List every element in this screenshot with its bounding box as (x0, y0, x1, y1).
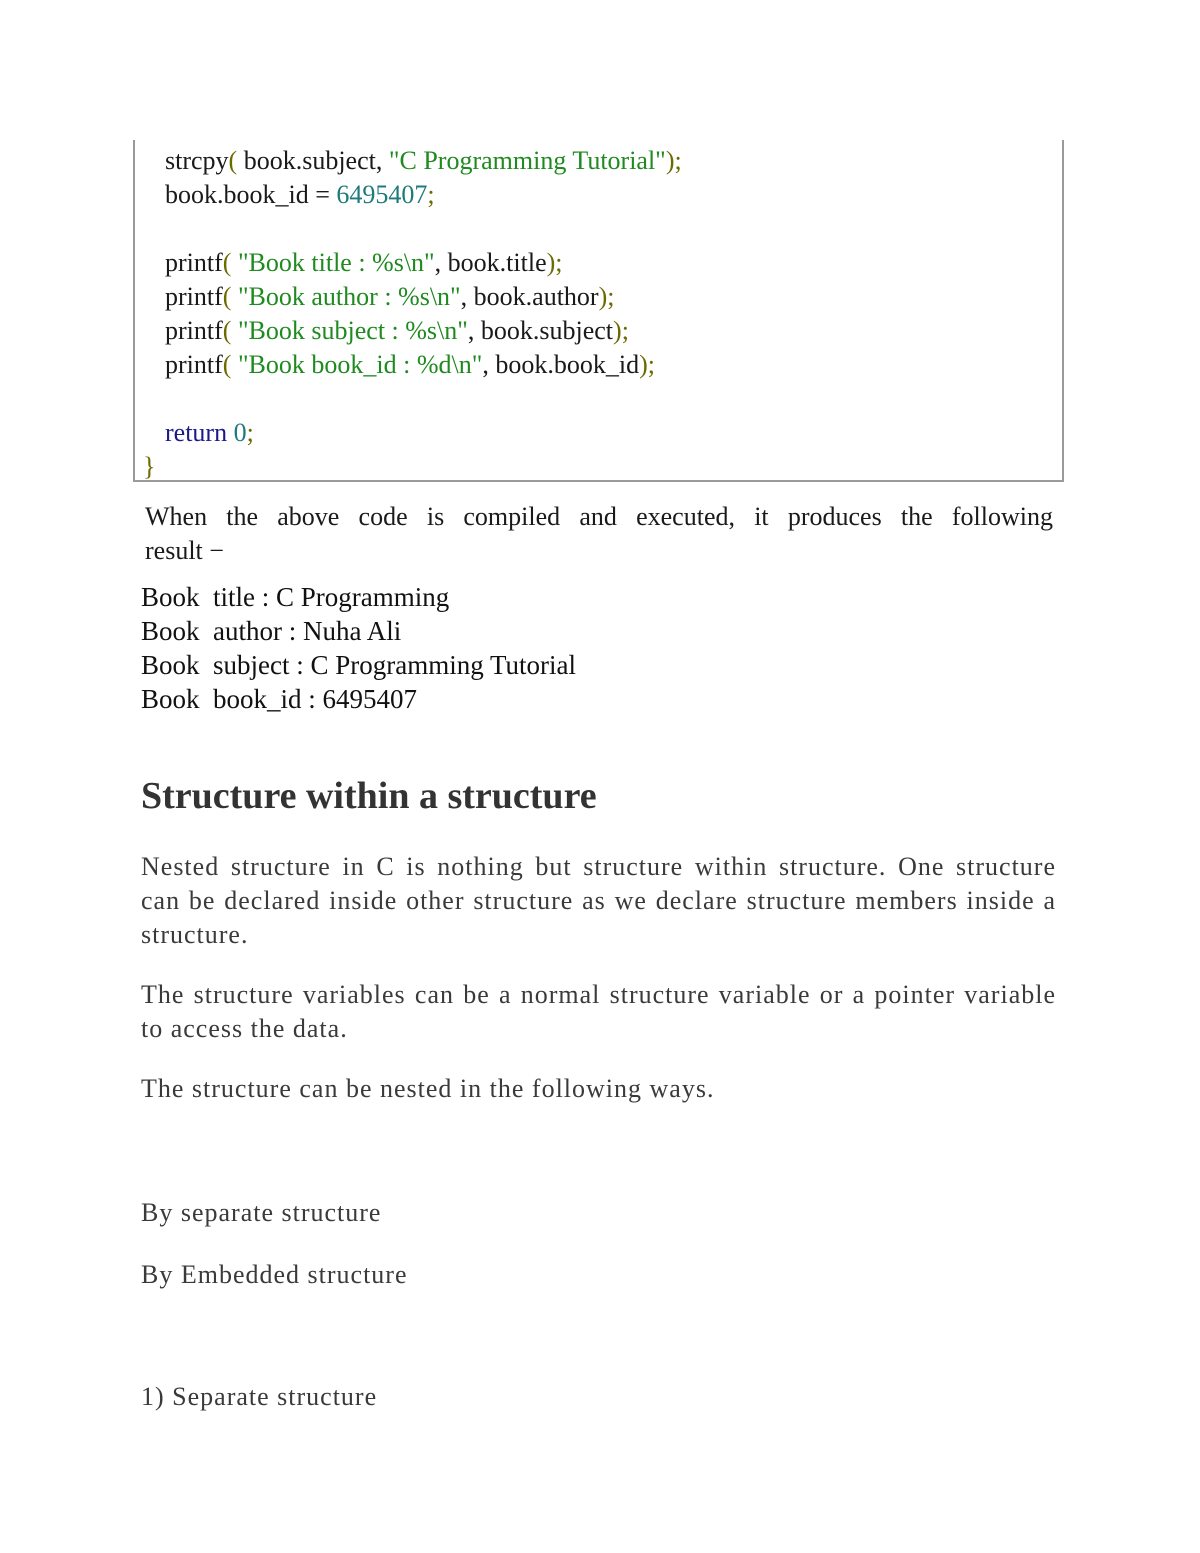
intro-line-1: When the above code is compiled and executed, it produces the following (145, 502, 1053, 531)
code-line (165, 314, 629, 348)
code-token: printf (165, 248, 223, 277)
list-item-embedded: By Embedded structure (141, 1260, 408, 1289)
code-token: ); (665, 146, 682, 175)
code-token: printf (165, 282, 223, 311)
code-token: 6495407 (336, 180, 428, 209)
code-line (143, 450, 155, 484)
code-token: return (165, 418, 228, 447)
code-token: strcpy (165, 146, 229, 175)
code-token: "Book title : %s\n" (237, 248, 435, 277)
code-line (165, 144, 682, 178)
code-token: ); (546, 248, 563, 277)
code-line (165, 280, 614, 314)
code-token: book.book_id = (165, 180, 337, 209)
code-token: 0 (233, 418, 247, 447)
code-token: "Book author : %s\n" (237, 282, 461, 311)
code-token: "C Programming Tutorial" (388, 146, 666, 175)
paragraph-nested-structure: Nested structure in C is nothing but structure within structure. One structure can be declared inside other structure as we declare structure members inside a structure. (141, 852, 1056, 949)
code-token: } (143, 452, 156, 481)
output-line: Book title : C Programming (141, 582, 450, 612)
code-token: "Book book_id : %d\n" (237, 350, 483, 379)
code-token: ); (598, 282, 615, 311)
code-token: printf (165, 350, 223, 379)
code-token: book.subject, (237, 146, 389, 175)
section-heading: Structure within a structure (141, 775, 597, 817)
code-line (165, 246, 563, 280)
code-line (165, 416, 254, 450)
list-item-separate: By separate structure (141, 1198, 382, 1227)
code-token: printf (165, 316, 223, 345)
code-token: "Book subject : %s\n" (237, 316, 468, 345)
code-line (165, 348, 655, 382)
code-token: ( (222, 350, 232, 379)
code-token: ; (427, 180, 435, 209)
intro-line-2: result − (145, 536, 224, 565)
output-line: Book subject : C Programming Tutorial (141, 650, 577, 680)
code-block (133, 140, 1064, 482)
code-line (165, 178, 435, 212)
code-token: , book.subject (467, 316, 614, 345)
code-token: , book.book_id (482, 350, 640, 379)
code-token: ; (246, 418, 254, 447)
code-token: ( (222, 282, 232, 311)
code-token: ( (222, 248, 232, 277)
output-line: Book book_id : 6495407 (141, 684, 418, 714)
output-line: Book author : Nuha Ali (141, 616, 402, 646)
code-token: , book.title (434, 248, 547, 277)
subheading-separate-structure: 1) Separate structure (141, 1382, 378, 1411)
code-token: ( (228, 146, 238, 175)
code-token: ); (639, 350, 655, 379)
paragraph-structure-variables: The structure variables can be a normal structure variable or a pointer variable to access the data. (141, 980, 1056, 1043)
code-token: ( (222, 316, 232, 345)
paragraph-nesting-ways: The structure can be nested in the following ways. (141, 1074, 715, 1103)
code-token: ); (613, 316, 629, 345)
code-token: , book.author (460, 282, 599, 311)
